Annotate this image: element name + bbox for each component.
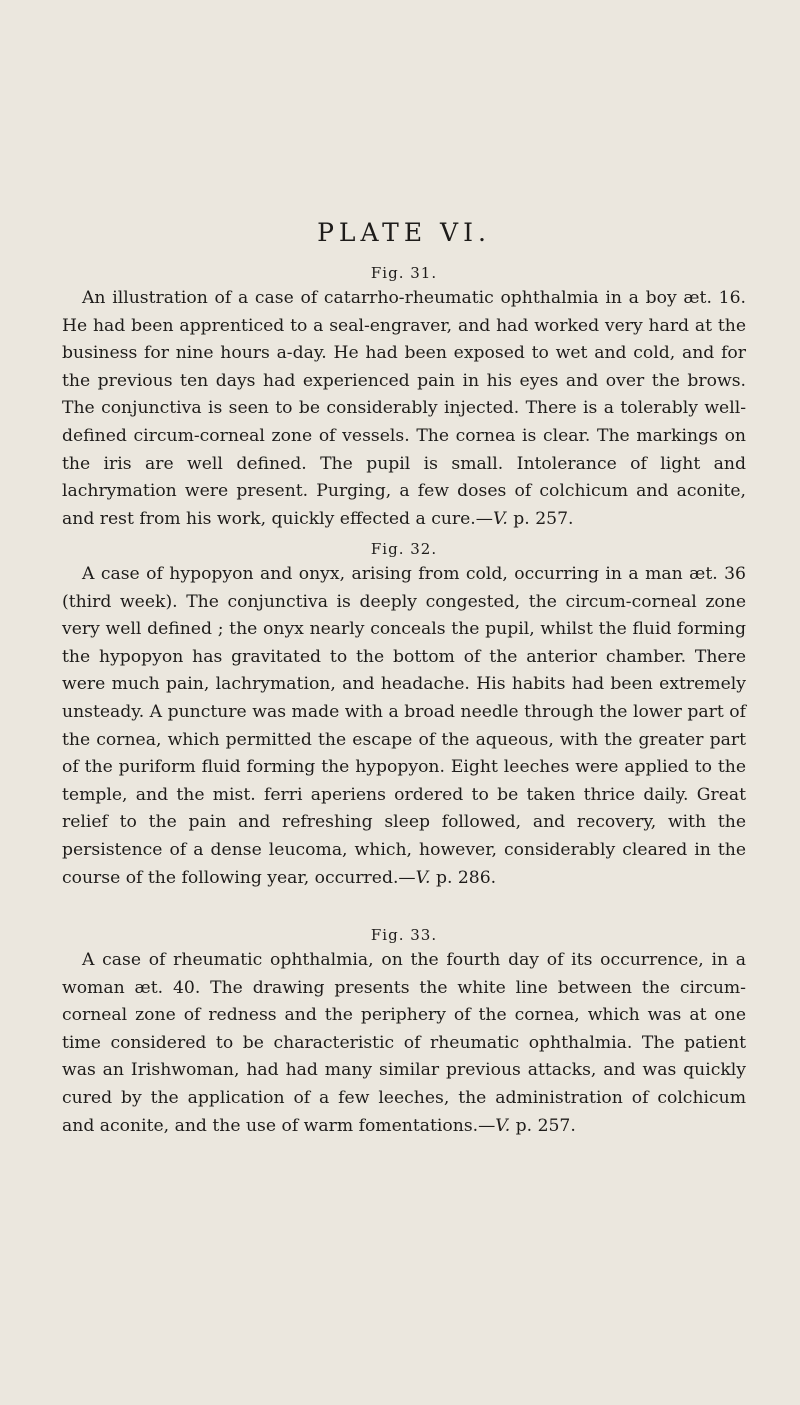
figure-31-caption xyxy=(62,285,746,533)
figure-32-caption xyxy=(62,561,746,892)
figure-32-label: Fig. 32. xyxy=(370,540,438,558)
figure-31-ref-page: p. 257. xyxy=(507,508,574,529)
figure-31-ref-volume: V. xyxy=(492,508,508,529)
figure-33-ref-page: p. 257. xyxy=(510,1115,576,1136)
plate-title: PLATE VI. xyxy=(317,218,491,247)
figure-32-text: A case of hypopyon and onyx, arising from cold, occurring in a man æt. 36 (third week). The conjunctiva is deeply congested, the circum-corneal zone very well defined ; the onyx nearly conceals the pupil, whilst the fluid forming the hypopyon has gravitated to the bottom of the anterior chamber. There were much pain, lachrymation, and headache. His habits had been extremely unsteady. A puncture was made with a broad needle through the lower part of the cornea, which permitted the escape of the aqueous, with the greater part of the puriform fluid forming the hypopyon. Eight leeches were applied to the temple, and the mist. ferri aperiens ordered to be taken thrice daily. Great relief to the pain and refreshing sleep followed, and recovery, with the persistence of a dense leucoma, which, however, considerably cleared in the course of the following year, occurred.— xyxy=(62,564,746,888)
figure-33-ref-volume: V. xyxy=(495,1115,511,1136)
figure-32-ref-page: p. 286. xyxy=(430,867,497,888)
figure-33-text: A case of rheumatic ophthalmia, on the fourth day of its occurrence, in a woman æt. 40. The drawing presents the white line between the circum-corneal zone of redness and the periphery of the cornea, which was at one time considered to be characteristic of rheumatic ophthalmia. The patient was an Irishwoman, had had many similar previous attacks, and was quickly cured by the application of a few leeches, the administration of colchicum and aconite, and the use of warm fomentations.— xyxy=(62,950,746,1136)
figure-33-label: Fig. 33. xyxy=(370,926,438,944)
figure-33-caption xyxy=(62,947,746,1140)
figure-31-text: An illustration of a case of catarrho-rheumatic ophthalmia in a boy æt. 16. He had been apprenticed to a seal-engraver, and had worked very hard at the business for nine hours a-day. He had been exposed to wet and cold, and for the previous ten days had experienced pain in his eyes and over the brows. The conjunctiva is seen to be considerably injected. There is a tolerably well-defined circum-corneal zone of vessels. The cornea is clear. The markings on the iris are well defined. The pupil is small. Intolerance of light and lachrymation were present. Purging, a few doses of colchicum and aconite, and rest from his work, quickly effected a cure.— xyxy=(62,288,746,529)
figure-31-label: Fig. 31. xyxy=(370,264,438,282)
figure-32-ref-volume: V. xyxy=(415,867,431,888)
